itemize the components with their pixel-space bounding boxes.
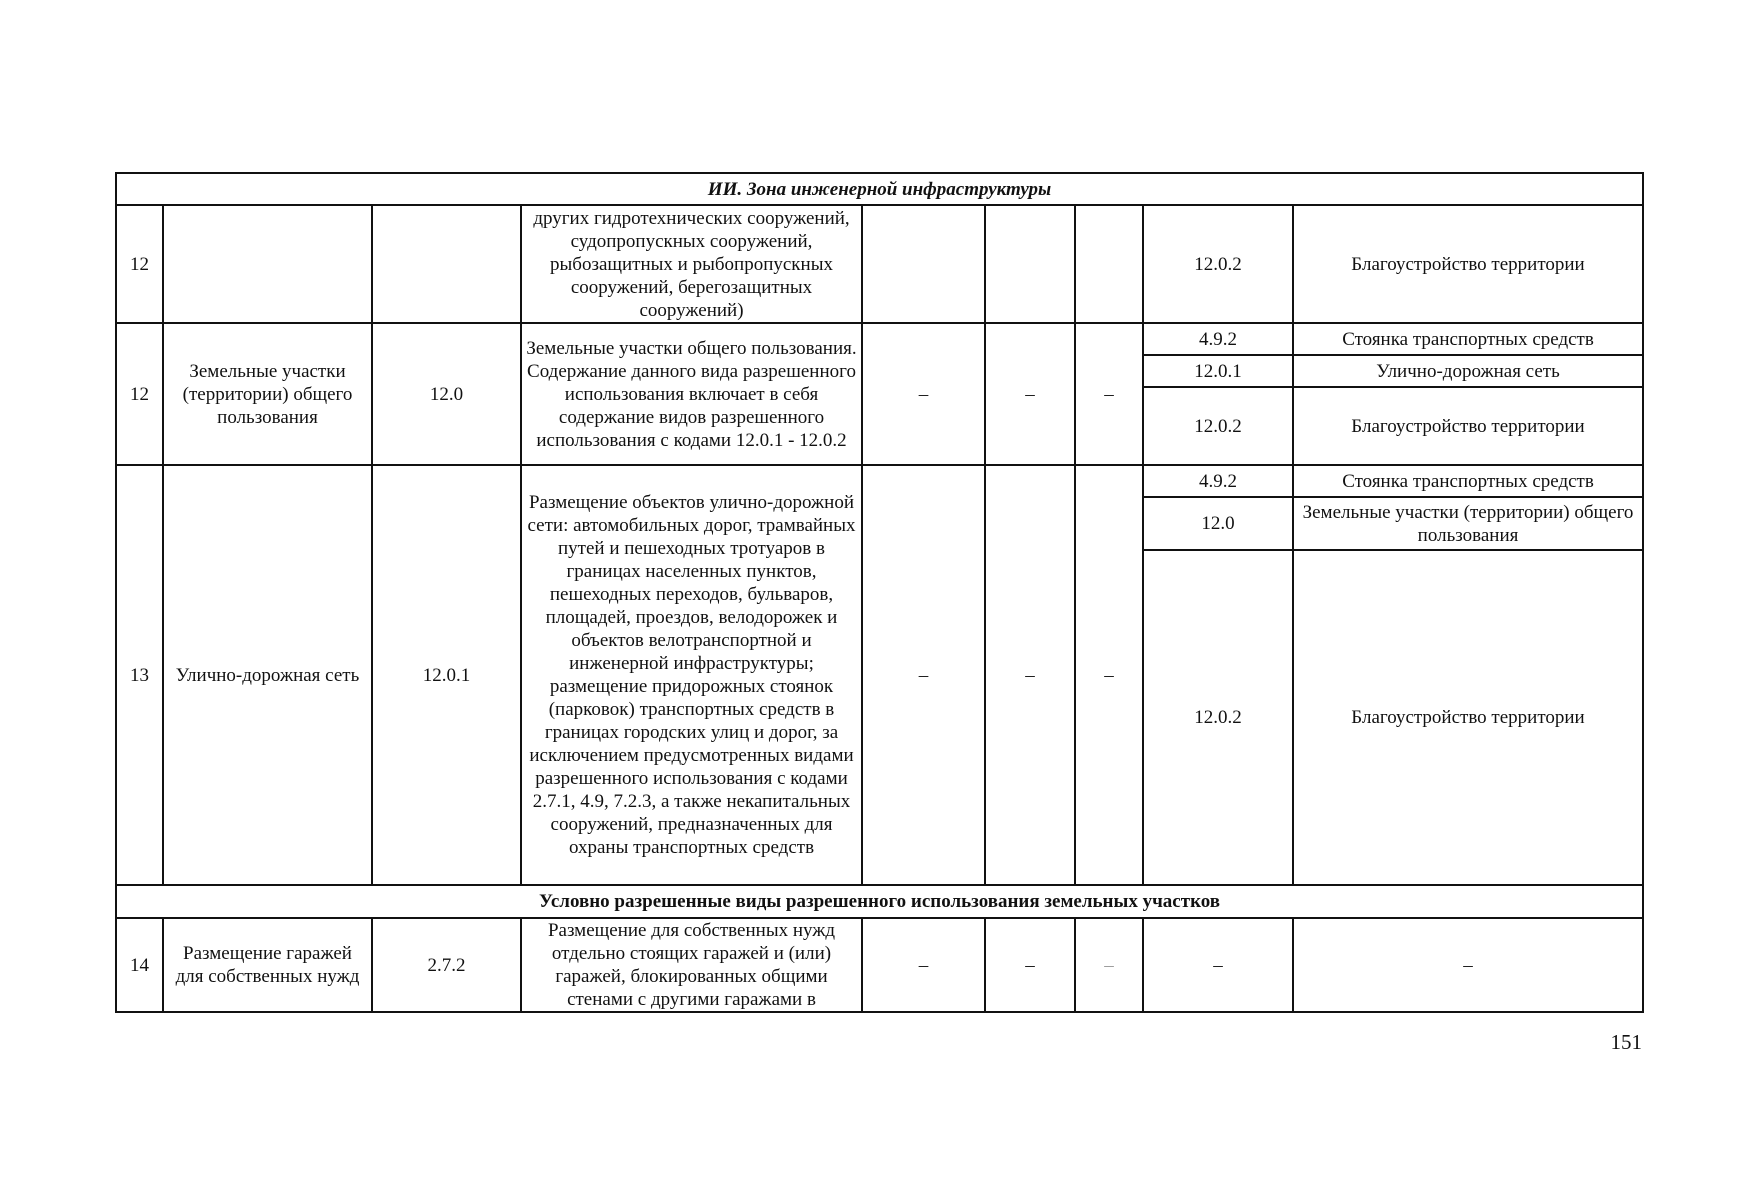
zone-title: ИИ. Зона инженерной инфраструктуры xyxy=(116,173,1643,205)
param-1 xyxy=(862,205,985,323)
aux-name: Улично-дорожная сеть xyxy=(1293,355,1643,387)
row-code: 12.0 xyxy=(372,323,521,465)
section-title-row xyxy=(116,885,1643,918)
row-name: Размещение гаражей для собственных нужд xyxy=(163,918,372,1012)
aux-code: 4.9.2 xyxy=(1143,465,1293,497)
aux-code: 12.0.2 xyxy=(1143,205,1293,323)
param-1: – xyxy=(862,918,985,1012)
row-code: 2.7.2 xyxy=(372,918,521,1012)
table-row xyxy=(116,323,1643,355)
aux-code: – xyxy=(1143,918,1293,1012)
param-3: – xyxy=(1075,465,1143,885)
row-number: 14 xyxy=(116,918,163,1012)
table-row xyxy=(116,205,1643,323)
aux-name: Благоустройство территории xyxy=(1293,387,1643,465)
aux-name: Стоянка транспортных средств xyxy=(1293,465,1643,497)
table-row xyxy=(116,918,1643,1012)
aux-name: Стоянка транспортных средств xyxy=(1293,323,1643,355)
row-description: Размещение для собственных нужд отдельно стоящих гаражей и (или) гаражей, блокированных общими стенами с другими гаражами в xyxy=(521,918,862,1012)
aux-name: Благоустройство территории xyxy=(1293,550,1643,885)
param-2: – xyxy=(985,465,1075,885)
param-2: – xyxy=(985,918,1075,1012)
row-name: Улично-дорожная сеть xyxy=(163,465,372,885)
param-2 xyxy=(985,205,1075,323)
param-3: – xyxy=(1075,918,1143,1012)
aux-name: Земельные участки (территории) общего пользования xyxy=(1293,497,1643,550)
aux-code: 12.0.2 xyxy=(1143,550,1293,885)
table-row xyxy=(116,465,1643,497)
row-number: 12 xyxy=(116,323,163,465)
row-description: других гидротехнических сооружений, судопропускных сооружений, рыбозащитных и рыбопропускных сооружений, берегозащитных сооружений) xyxy=(521,205,862,323)
param-3 xyxy=(1075,205,1143,323)
param-1: – xyxy=(862,465,985,885)
param-2: – xyxy=(985,323,1075,465)
aux-code: 4.9.2 xyxy=(1143,323,1293,355)
param-1: – xyxy=(862,323,985,465)
page-number: 151 xyxy=(1610,1030,1642,1054)
aux-name: – xyxy=(1293,918,1643,1012)
row-description: Земельные участки общего пользования. Содержание данного вида разрешенного использования включает в себя содержание видов разрешенного использования с кодами 12.0.1 - 12.0.2 xyxy=(521,323,862,465)
section-title: Условно разрешенные виды разрешенного использования земельных участков xyxy=(116,885,1643,918)
aux-name: Благоустройство территории xyxy=(1293,205,1643,323)
row-code xyxy=(372,205,521,323)
aux-code: 12.0.1 xyxy=(1143,355,1293,387)
row-number: 12 xyxy=(116,205,163,323)
aux-code: 12.0 xyxy=(1143,497,1293,550)
row-number: 13 xyxy=(116,465,163,885)
zoning-table xyxy=(115,172,1644,1013)
row-name xyxy=(163,205,372,323)
row-description: Размещение объектов улично-дорожной сети: автомобильных дорог, трамвайных путей и пешеходных тротуаров в границах населенных пунктов, пешеходных переходов, бульваров, площадей, проездов, велодорожек и объектов велотранспортной и инженерной инфраструктуры; размещение придорожных стоянок (парковок) транспортных средств в границах городских улиц и дорог, за исключением предусмотренных видами разрешенного использования с кодами 2.7.1, 4.9, 7.2.3, а также некапитальных сооружений, предназначенных для охраны транспортных средств xyxy=(521,465,862,885)
param-3: – xyxy=(1075,323,1143,465)
zone-title-row xyxy=(116,173,1643,205)
aux-code: 12.0.2 xyxy=(1143,387,1293,465)
row-code: 12.0.1 xyxy=(372,465,521,885)
row-name: Земельные участки (территории) общего пользования xyxy=(163,323,372,465)
